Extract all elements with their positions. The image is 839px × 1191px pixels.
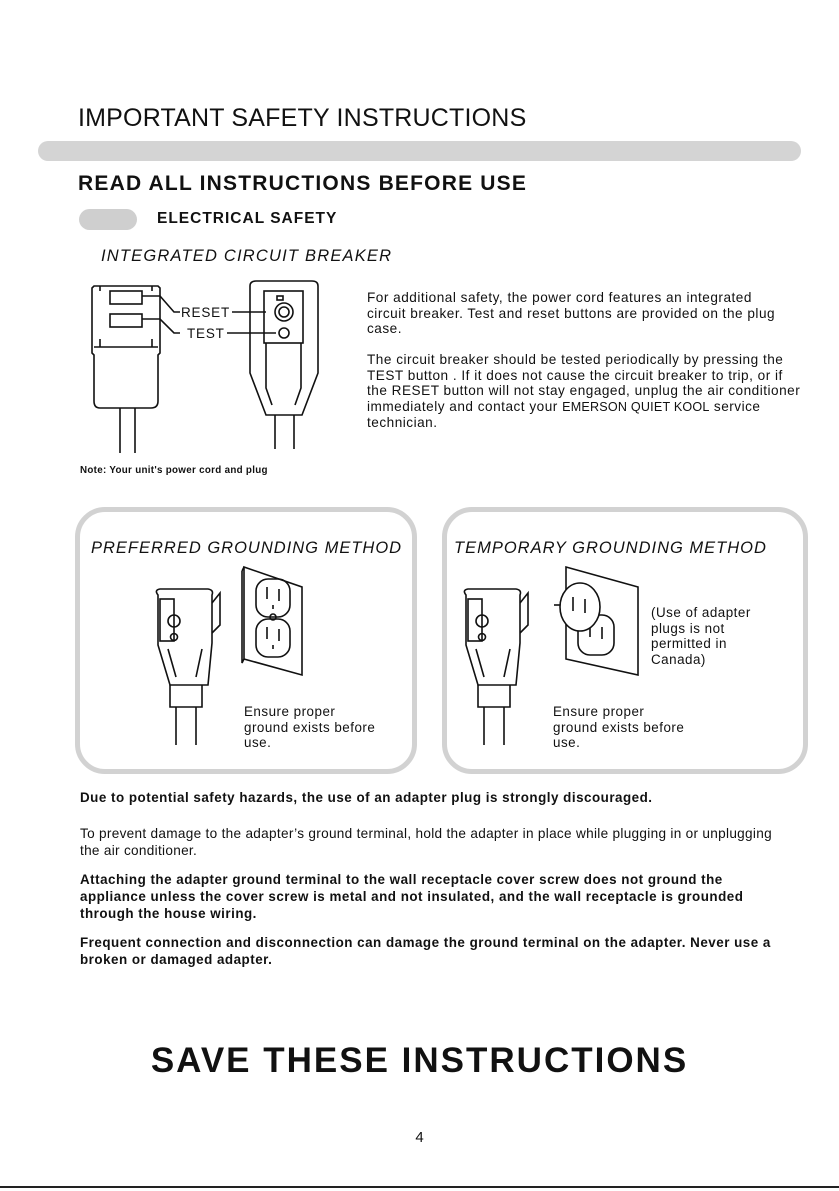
breaker-test-text: The circuit breaker should be tested periodically by pressing the TEST button . If it does not cause the circuit breaker to trip, or if the RESET button will not stay engaged, unplug the air conditioner immediately and contact your bbox=[367, 352, 801, 414]
test-label: TEST bbox=[187, 326, 225, 341]
read-all-heading: READ ALL INSTRUCTIONS BEFORE USE bbox=[78, 172, 528, 195]
title-divider-bar bbox=[38, 141, 801, 161]
plug-prong-top bbox=[110, 291, 142, 304]
reset-label: RESET bbox=[181, 305, 231, 320]
brand-name: EMERSON QUIET KOOL bbox=[562, 399, 710, 414]
breaker-description-paragraph: For additional safety, the power cord features an integrated circuit breaker. Test and reset buttons are provided on the plug case. bbox=[367, 290, 776, 336]
page-number: 4 bbox=[415, 1129, 424, 1146]
page-title: IMPORTANT SAFETY INSTRUCTIONS bbox=[78, 104, 527, 132]
save-instructions-heading: SAVE THESE INSTRUCTIONS bbox=[150, 1041, 689, 1080]
prevent-damage-paragraph: To prevent damage to the adapter’s ground terminal, hold the adapter in place while plugging in or unplugging the air conditioner. bbox=[80, 826, 772, 858]
circuit-breaker-subheading: INTEGRATED CIRCUIT BREAKER bbox=[101, 247, 393, 265]
test-button-icon bbox=[279, 328, 289, 338]
frequent-connection-warning: Frequent connection and disconnection can damage the ground terminal on the adapter. Never use a broken or damaged adapter. bbox=[80, 935, 771, 967]
plug-prong-bottom bbox=[110, 314, 142, 327]
adapter-discouraged-warning: Due to potential safety hazards, the use of an adapter plug is strongly discouraged. bbox=[80, 790, 653, 805]
preferred-caption: Ensure proper ground exists before use. bbox=[244, 704, 376, 750]
plug-diagram-illustration bbox=[90, 283, 340, 453]
breaker-test-paragraph bbox=[367, 352, 807, 431]
electrical-safety-heading: ELECTRICAL SAFETY bbox=[157, 210, 338, 227]
plug-front-body bbox=[250, 281, 318, 415]
temporary-grounding-title: TEMPORARY GROUNDING METHOD bbox=[454, 539, 767, 557]
breaker-test-tail: service technician. bbox=[367, 398, 761, 430]
section-pill-marker bbox=[79, 209, 137, 230]
bottom-rule bbox=[0, 1186, 839, 1188]
plug-note: Note: Your unit's power cord and plug bbox=[80, 465, 268, 476]
reset-button-icon bbox=[275, 303, 293, 321]
temporary-caption: Ensure proper ground exists before use. bbox=[553, 704, 685, 750]
adapter-grounding-warning: Attaching the adapter ground terminal to the wall receptacle cover screw does not ground the appliance unless the cover screw is metal and not insulated, and the wall receptacle is grounded through the house wiring. bbox=[80, 872, 744, 921]
adapter-canada-note: (Use of adapter plugs is not permitted in Canada) bbox=[651, 605, 751, 667]
preferred-grounding-title: PREFERRED GROUNDING METHOD bbox=[91, 539, 403, 557]
